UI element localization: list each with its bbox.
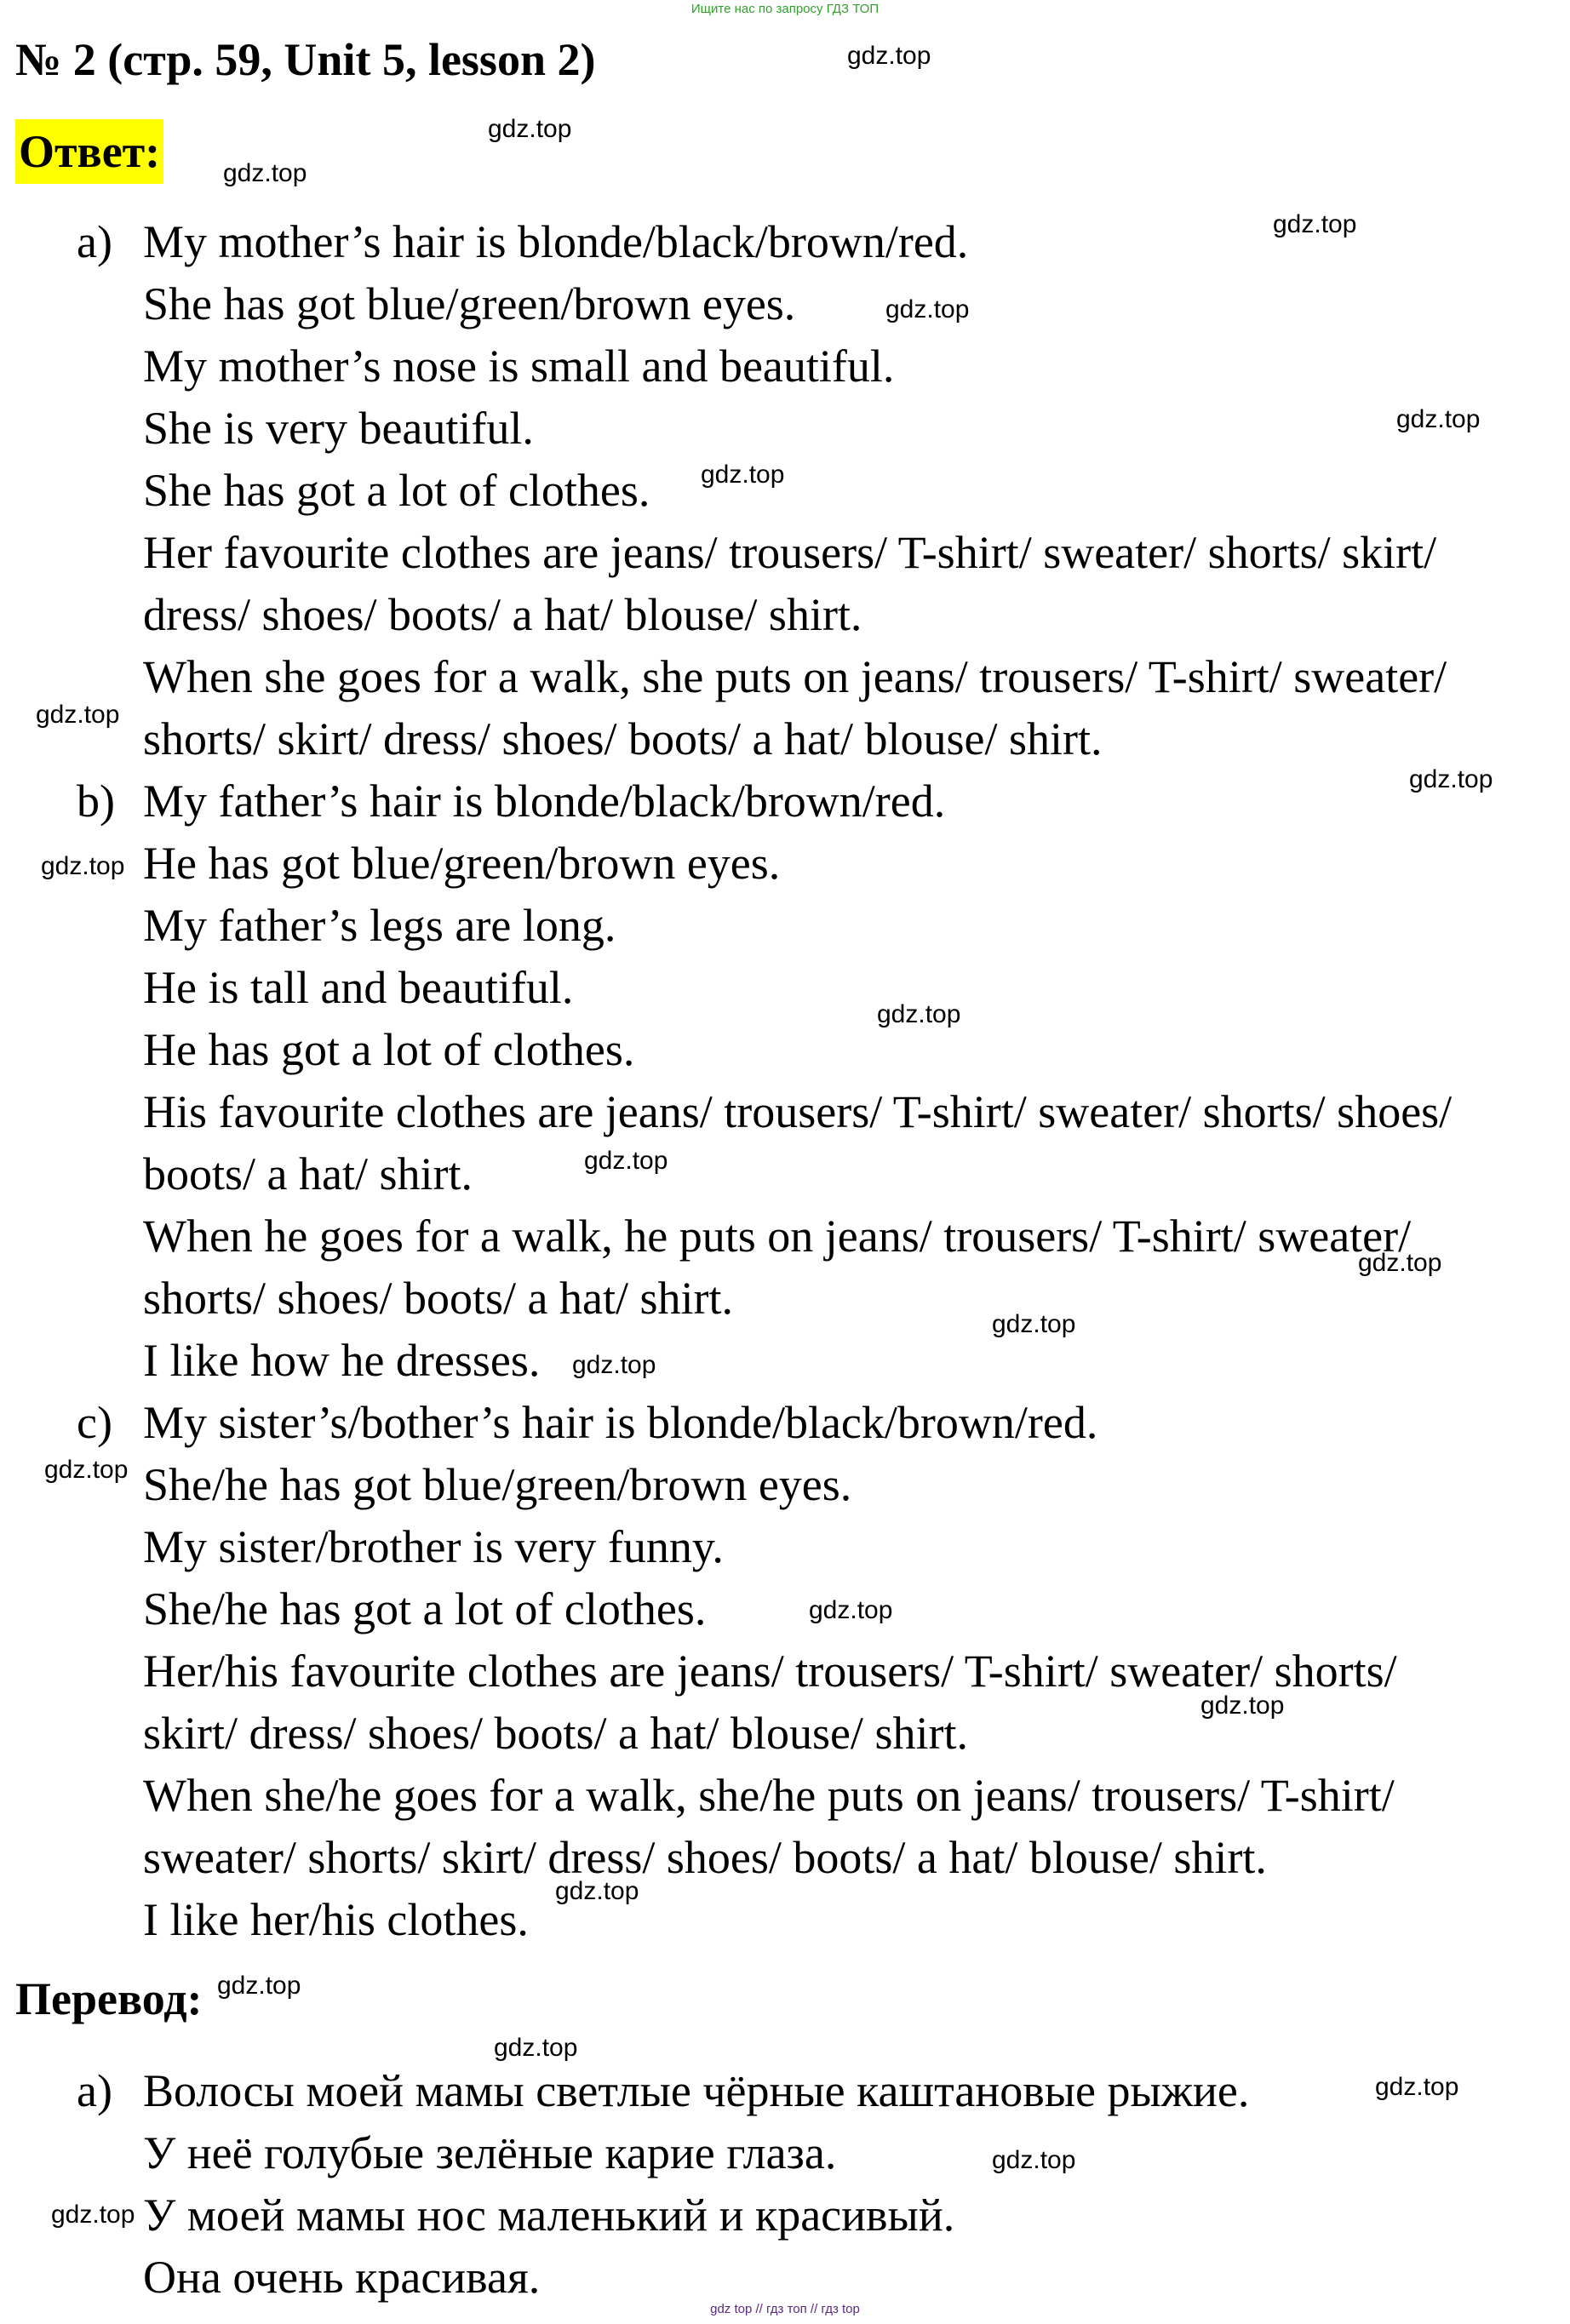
translation-marker-a: а): [77, 2065, 112, 2116]
section-marker-c: c): [77, 1397, 112, 1448]
text-line: When she goes for a walk, she puts on jeans/ trousers/ T-shirt/ sweater/: [143, 651, 1447, 702]
text-line: My father’s legs are long.: [143, 900, 616, 951]
text-line: I like how he dresses.: [143, 1335, 541, 1386]
answer-heading: Ответ:: [15, 119, 163, 184]
top-banner: Ищите нас по запросу ГДЗ ТОП: [690, 2, 880, 16]
text-line: Her/his favourite clothes are jeans/ trousers/ T-shirt/ sweater/ shorts/: [143, 1646, 1397, 1697]
text-line: I like her/his clothes.: [143, 1894, 529, 1945]
watermark: gdz.top: [572, 1351, 656, 1379]
text-line: When he goes for a walk, he puts on jeans/ trousers/ T-shirt/ sweater/: [143, 1211, 1412, 1262]
translation-heading: Перевод:: [15, 1973, 203, 2024]
watermark: gdz.top: [1273, 210, 1357, 238]
watermark: gdz.top: [992, 1310, 1076, 1338]
text-line: When she/he goes for a walk, she/he puts on jeans/ trousers/ T-shirt/: [143, 1770, 1395, 1821]
watermark: gdz.top: [217, 1972, 301, 2000]
watermark: gdz.top: [555, 1877, 639, 1905]
watermark: gdz.top: [877, 1000, 961, 1028]
text-line: My sister/brother is very funny.: [143, 1521, 724, 1572]
text-line: He has got blue/green/brown eyes.: [143, 838, 781, 889]
watermark: gdz.top: [1200, 1691, 1285, 1720]
translation-line: У моей мамы нос маленький и красивый.: [143, 2189, 955, 2241]
watermark: gdz.top: [44, 1456, 129, 1484]
footer: gdz top // гдз топ // гдз top: [710, 2302, 860, 2316]
text-line: He has got a lot of clothes.: [143, 1024, 635, 1075]
watermark: gdz.top: [51, 2201, 135, 2229]
text-line: My father’s hair is blonde/black/brown/red.: [143, 776, 946, 827]
watermark: gdz.top: [847, 42, 931, 70]
watermark: gdz.top: [584, 1147, 668, 1175]
watermark: gdz.top: [885, 295, 970, 323]
section-marker-a: a): [77, 216, 112, 267]
watermark: gdz.top: [494, 2034, 578, 2062]
text-line: She has got blue/green/brown eyes.: [143, 278, 796, 329]
watermark: gdz.top: [488, 115, 572, 143]
text-line: shorts/ skirt/ dress/ shoes/ boots/ a hat/ blouse/ shirt.: [143, 713, 1103, 764]
text-line: skirt/ dress/ shoes/ boots/ a hat/ blouse/ shirt.: [143, 1708, 968, 1759]
watermark: gdz.top: [701, 461, 785, 489]
watermark: gdz.top: [36, 701, 120, 729]
text-line: Her favourite clothes are jeans/ trousers/ T-shirt/ sweater/ shorts/ skirt/: [143, 527, 1437, 578]
text-line: My sister’s/bother’s hair is blonde/black/brown/red.: [143, 1397, 1098, 1448]
text-line: He is tall and beautiful.: [143, 962, 574, 1013]
watermark: gdz.top: [1409, 765, 1493, 793]
watermark: gdz.top: [1358, 1249, 1442, 1277]
text-line: boots/ a hat/ shirt.: [143, 1148, 473, 1199]
watermark: gdz.top: [41, 852, 125, 880]
text-line: shorts/ shoes/ boots/ a hat/ shirt.: [143, 1273, 733, 1324]
text-line: She has got a lot of clothes.: [143, 465, 650, 516]
translation-line: Волосы моей мамы светлые чёрные каштановые рыжие.: [143, 2065, 1250, 2116]
watermark: gdz.top: [1375, 2073, 1459, 2101]
watermark: gdz.top: [1396, 405, 1481, 433]
text-line: She/he has got blue/green/brown eyes.: [143, 1459, 852, 1510]
page-title: № 2 (стр. 59, Unit 5, lesson 2): [15, 34, 596, 85]
text-line: My mother’s nose is small and beautiful.: [143, 341, 895, 392]
text-line: My mother’s hair is blonde/black/brown/red.: [143, 216, 969, 267]
watermark: gdz.top: [992, 2146, 1076, 2174]
translation-line: У неё голубые зелёные карие глаза.: [143, 2127, 837, 2178]
watermark: gdz.top: [223, 159, 307, 187]
text-line: His favourite clothes are jeans/ trousers/ T-shirt/ sweater/ shorts/ shoes/: [143, 1086, 1453, 1137]
text-line: She is very beautiful.: [143, 403, 534, 454]
section-marker-b: b): [77, 776, 115, 827]
text-line: sweater/ shorts/ skirt/ dress/ shoes/ boots/ a hat/ blouse/ shirt.: [143, 1832, 1267, 1883]
watermark: gdz.top: [809, 1596, 893, 1624]
translation-line: Она очень красивая.: [143, 2252, 541, 2303]
text-line: She/he has got a lot of clothes.: [143, 1583, 707, 1634]
text-line: dress/ shoes/ boots/ a hat/ blouse/ shirt.: [143, 589, 862, 640]
